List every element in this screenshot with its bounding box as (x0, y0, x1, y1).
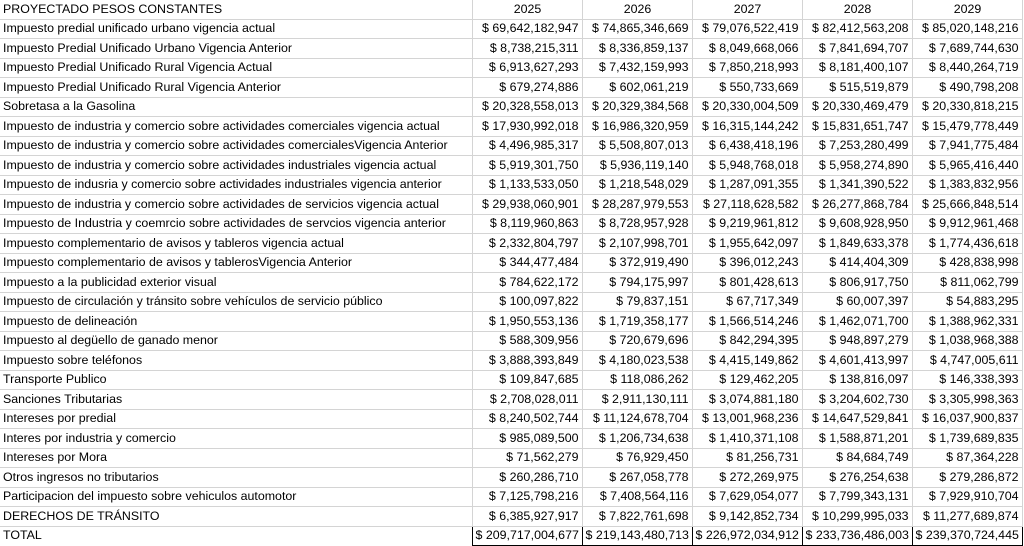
row-label-cell[interactable]: Impuesto complementario de avisos y tablerosVigencia Anterior (0, 253, 472, 273)
value-cell[interactable]: $ 10,299,995,033 (802, 507, 912, 527)
value-cell[interactable]: $ 4,415,149,862 (692, 351, 802, 371)
value-cell[interactable]: $ 2,107,998,701 (582, 234, 692, 254)
value-cell[interactable]: $ 7,253,280,499 (802, 136, 912, 156)
value-cell[interactable]: $ 7,432,159,993 (582, 58, 692, 78)
value-cell[interactable]: $ 5,965,416,440 (912, 156, 1022, 176)
table-row (0, 429, 1022, 449)
value-cell[interactable]: $ 79,076,522,419 (692, 19, 802, 39)
table-row (0, 58, 1022, 78)
value-cell[interactable]: $ 3,204,602,730 (802, 390, 912, 410)
value-cell[interactable]: $ 85,020,148,216 (912, 19, 1022, 39)
value-cell[interactable]: $ 550,733,669 (692, 78, 802, 98)
table-row (0, 136, 1022, 156)
table-row (0, 448, 1022, 468)
value-cell[interactable]: $ 7,689,744,630 (912, 39, 1022, 59)
value-cell[interactable]: $ 1,739,689,835 (912, 429, 1022, 449)
value-cell[interactable]: $ 67,717,349 (692, 292, 802, 312)
value-cell[interactable]: $ 60,007,397 (802, 292, 912, 312)
value-cell[interactable]: $ 20,330,004,509 (692, 97, 802, 117)
value-cell[interactable]: $ 15,831,651,747 (802, 117, 912, 137)
value-cell[interactable]: $ 9,219,961,812 (692, 214, 802, 234)
value-cell[interactable]: $ 8,738,215,311 (472, 39, 582, 59)
row-label-cell[interactable]: Impuesto de industria y comercio sobre actividades comerciales vigencia actual (0, 117, 472, 137)
value-cell[interactable]: $ 69,642,182,947 (472, 19, 582, 39)
value-cell[interactable]: $ 11,277,689,874 (912, 507, 1022, 527)
value-cell[interactable]: $ 7,850,218,993 (692, 58, 802, 78)
row-label-cell[interactable]: Intereses por Mora (0, 448, 472, 468)
value-cell[interactable]: $ 28,287,979,553 (582, 195, 692, 215)
year-header-cell[interactable]: 2025 (472, 0, 582, 19)
value-cell[interactable]: $ 2,708,028,011 (472, 390, 582, 410)
value-cell[interactable]: $ 7,629,054,077 (692, 487, 802, 507)
value-cell[interactable]: $ 7,408,564,116 (582, 487, 692, 507)
value-cell[interactable]: $ 1,950,553,136 (472, 312, 582, 332)
value-cell[interactable]: $ 7,125,798,216 (472, 487, 582, 507)
year-header-cell[interactable]: 2026 (582, 0, 692, 19)
value-cell[interactable]: $ 7,941,775,484 (912, 136, 1022, 156)
value-cell[interactable]: $ 20,330,469,479 (802, 97, 912, 117)
table-row (0, 234, 1022, 254)
value-cell[interactable]: $ 118,086,262 (582, 370, 692, 390)
row-label-cell[interactable]: Otros ingresos no tributarios (0, 468, 472, 488)
value-cell[interactable]: $ 27,118,628,582 (692, 195, 802, 215)
value-cell[interactable]: $ 1,038,968,388 (912, 331, 1022, 351)
value-cell[interactable]: $ 260,286,710 (472, 468, 582, 488)
row-label-cell[interactable]: Sanciones Tributarias (0, 390, 472, 410)
value-cell[interactable]: $ 3,305,998,363 (912, 390, 1022, 410)
value-cell[interactable]: $ 29,938,060,901 (472, 195, 582, 215)
value-cell[interactable]: $ 5,936,119,140 (582, 156, 692, 176)
table-row (0, 351, 1022, 371)
header-row (0, 0, 1022, 19)
row-label-cell[interactable]: Impuesto de circulación y tránsito sobre vehículos de servicio público (0, 292, 472, 312)
row-label-cell[interactable]: Impuesto predial unificado urbano vigencia actual (0, 19, 472, 39)
value-cell[interactable]: $ 1,588,871,201 (802, 429, 912, 449)
value-cell[interactable]: $ 74,865,346,669 (582, 19, 692, 39)
value-cell[interactable]: $ 7,799,343,131 (802, 487, 912, 507)
value-cell[interactable]: $ 4,601,413,997 (802, 351, 912, 371)
row-label-cell[interactable]: Impuesto de delineación (0, 312, 472, 332)
value-cell[interactable]: $ 16,986,320,959 (582, 117, 692, 137)
value-cell[interactable]: $ 219,143,480,713 (582, 526, 692, 546)
value-cell[interactable]: $ 8,336,859,137 (582, 39, 692, 59)
table-row (0, 390, 1022, 410)
value-cell[interactable]: $ 71,562,279 (472, 448, 582, 468)
row-label-cell[interactable]: Interes por industria y comercio (0, 429, 472, 449)
value-cell[interactable]: $ 7,822,761,698 (582, 507, 692, 527)
value-cell[interactable]: $ 372,919,490 (582, 253, 692, 273)
table-row (0, 175, 1022, 195)
row-label-cell[interactable]: Intereses por predial (0, 409, 472, 429)
value-cell[interactable]: $ 588,309,956 (472, 331, 582, 351)
value-cell[interactable]: $ 8,049,668,066 (692, 39, 802, 59)
row-label-cell[interactable]: Impuesto al degüello de ganado menor (0, 331, 472, 351)
row-label-cell[interactable]: Impuesto de industria y comercio sobre actividades comercialesVigencia Anterior (0, 136, 472, 156)
table-row (0, 214, 1022, 234)
value-cell[interactable]: $ 20,330,818,215 (912, 97, 1022, 117)
value-cell[interactable]: $ 396,012,243 (692, 253, 802, 273)
table-row (0, 312, 1022, 332)
value-cell[interactable]: $ 7,841,694,707 (802, 39, 912, 59)
value-cell[interactable]: $ 1,341,390,522 (802, 175, 912, 195)
value-cell[interactable]: $ 1,388,962,331 (912, 312, 1022, 332)
value-cell[interactable]: $ 11,124,678,704 (582, 409, 692, 429)
row-label-cell[interactable]: Impuesto de Industria y coemrcio sobre actividades de servcios vigencia anterior (0, 214, 472, 234)
table-row (0, 370, 1022, 390)
value-cell[interactable]: $ 5,958,274,890 (802, 156, 912, 176)
value-cell[interactable]: $ 344,477,484 (472, 253, 582, 273)
value-cell[interactable]: $ 272,269,975 (692, 468, 802, 488)
value-cell[interactable]: $ 4,496,985,317 (472, 136, 582, 156)
value-cell[interactable]: $ 233,736,486,003 (802, 526, 912, 546)
value-cell[interactable]: $ 146,338,393 (912, 370, 1022, 390)
value-cell[interactable]: $ 1,462,071,700 (802, 312, 912, 332)
year-header-cell[interactable]: 2029 (912, 0, 1022, 19)
year-header-cell[interactable]: 2027 (692, 0, 802, 19)
value-cell[interactable]: $ 806,917,750 (802, 273, 912, 293)
value-cell[interactable]: $ 276,254,638 (802, 468, 912, 488)
table-row (0, 117, 1022, 137)
value-cell[interactable]: $ 9,608,928,950 (802, 214, 912, 234)
value-cell[interactable]: $ 9,142,852,734 (692, 507, 802, 527)
value-cell[interactable]: $ 81,256,731 (692, 448, 802, 468)
value-cell[interactable]: $ 4,747,005,611 (912, 351, 1022, 371)
row-label-cell[interactable]: Impuesto Predial Unificado Rural Vigencia Anterior (0, 78, 472, 98)
value-cell[interactable]: $ 794,175,997 (582, 273, 692, 293)
value-cell[interactable]: $ 1,287,091,355 (692, 175, 802, 195)
value-cell[interactable]: $ 3,888,393,849 (472, 351, 582, 371)
value-cell[interactable]: $ 6,913,627,293 (472, 58, 582, 78)
value-cell[interactable]: $ 138,816,097 (802, 370, 912, 390)
value-cell[interactable]: $ 5,508,807,013 (582, 136, 692, 156)
value-cell[interactable]: $ 602,061,219 (582, 78, 692, 98)
table-row (0, 292, 1022, 312)
value-cell[interactable]: $ 720,679,696 (582, 331, 692, 351)
value-cell[interactable]: $ 8,181,400,107 (802, 58, 912, 78)
value-cell[interactable]: $ 20,329,384,568 (582, 97, 692, 117)
row-label-cell[interactable]: DERECHOS DE TRÁNSITO (0, 507, 472, 527)
value-cell[interactable]: $ 842,294,395 (692, 331, 802, 351)
value-cell[interactable]: $ 1,206,734,638 (582, 429, 692, 449)
value-cell[interactable]: $ 84,684,749 (802, 448, 912, 468)
row-label-cell[interactable]: Impuesto a la publicidad exterior visual (0, 273, 472, 293)
table-row (0, 468, 1022, 488)
value-cell[interactable]: $ 14,647,529,841 (802, 409, 912, 429)
value-cell[interactable]: $ 109,847,685 (472, 370, 582, 390)
value-cell[interactable]: $ 3,074,881,180 (692, 390, 802, 410)
value-cell[interactable]: $ 428,838,998 (912, 253, 1022, 273)
row-label-cell[interactable]: Transporte Publico (0, 370, 472, 390)
table-row (0, 156, 1022, 176)
value-cell[interactable]: $ 1,774,436,618 (912, 234, 1022, 254)
value-cell[interactable]: $ 2,911,130,111 (582, 390, 692, 410)
value-cell[interactable]: $ 2,332,804,797 (472, 234, 582, 254)
value-cell[interactable]: $ 1,955,642,097 (692, 234, 802, 254)
value-cell[interactable]: $ 20,328,558,013 (472, 97, 582, 117)
value-cell[interactable]: $ 26,277,868,784 (802, 195, 912, 215)
row-label-cell[interactable]: Participacion del impuesto sobre vehiculos automotor (0, 487, 472, 507)
value-cell[interactable]: $ 6,438,418,196 (692, 136, 802, 156)
value-cell[interactable]: $ 811,062,799 (912, 273, 1022, 293)
value-cell[interactable]: $ 1,849,633,378 (802, 234, 912, 254)
table-row (0, 97, 1022, 117)
table-row (0, 19, 1022, 39)
value-cell[interactable]: $ 15,479,778,449 (912, 117, 1022, 137)
value-cell[interactable]: $ 129,462,205 (692, 370, 802, 390)
value-cell[interactable]: $ 239,370,724,445 (912, 526, 1022, 546)
value-cell[interactable]: $ 1,383,832,956 (912, 175, 1022, 195)
value-cell[interactable]: $ 948,897,279 (802, 331, 912, 351)
row-label-cell[interactable]: Impuesto sobre teléfonos (0, 351, 472, 371)
value-cell[interactable]: $ 1,566,514,246 (692, 312, 802, 332)
value-cell[interactable]: $ 76,929,450 (582, 448, 692, 468)
value-cell[interactable]: $ 8,240,502,744 (472, 409, 582, 429)
value-cell[interactable]: $ 6,385,927,917 (472, 507, 582, 527)
value-cell[interactable]: $ 17,930,992,018 (472, 117, 582, 137)
value-cell[interactable]: $ 414,404,309 (802, 253, 912, 273)
value-cell[interactable]: $ 8,440,264,719 (912, 58, 1022, 78)
value-cell[interactable]: $ 9,912,961,468 (912, 214, 1022, 234)
value-cell[interactable]: $ 784,622,172 (472, 273, 582, 293)
table-row (0, 273, 1022, 293)
value-cell[interactable]: $ 1,133,533,050 (472, 175, 582, 195)
table-row (0, 507, 1022, 527)
value-cell[interactable]: $ 100,097,822 (472, 292, 582, 312)
value-cell[interactable]: $ 16,037,900,837 (912, 409, 1022, 429)
value-cell[interactable]: $ 16,315,144,242 (692, 117, 802, 137)
row-label-cell[interactable]: Impuesto de industria y comercio sobre actividades industriales vigencia actual (0, 156, 472, 176)
value-cell[interactable]: $ 25,666,848,514 (912, 195, 1022, 215)
row-label-cell[interactable]: Impuesto de indusria y comercio sobre actividades industriales vigencia anterior (0, 175, 472, 195)
value-cell[interactable]: $ 5,919,301,750 (472, 156, 582, 176)
year-header-cell[interactable]: 2028 (802, 0, 912, 19)
value-cell[interactable]: $ 801,428,613 (692, 273, 802, 293)
value-cell[interactable]: $ 209,717,004,677 (472, 526, 582, 546)
total-row (0, 526, 1022, 546)
table-row (0, 39, 1022, 59)
value-cell[interactable]: $ 13,001,968,236 (692, 409, 802, 429)
table-row (0, 253, 1022, 273)
value-cell[interactable]: $ 985,089,500 (472, 429, 582, 449)
table-row (0, 195, 1022, 215)
table-row (0, 409, 1022, 429)
table-row (0, 78, 1022, 98)
row-label-cell[interactable]: Sobretasa a la Gasolina (0, 97, 472, 117)
value-cell[interactable]: $ 1,218,548,029 (582, 175, 692, 195)
value-cell[interactable]: $ 54,883,295 (912, 292, 1022, 312)
value-cell[interactable]: $ 8,728,957,928 (582, 214, 692, 234)
value-cell[interactable]: $ 79,837,151 (582, 292, 692, 312)
row-label-cell[interactable]: TOTAL (0, 526, 472, 546)
value-cell[interactable]: $ 490,798,208 (912, 78, 1022, 98)
value-cell[interactable]: $ 1,719,358,177 (582, 312, 692, 332)
value-cell[interactable]: $ 82,412,563,208 (802, 19, 912, 39)
header-label-cell[interactable]: PROYECTADO PESOS CONSTANTES (0, 0, 472, 19)
value-cell[interactable]: $ 226,972,034,912 (692, 526, 802, 546)
value-cell[interactable]: $ 515,519,879 (802, 78, 912, 98)
value-cell[interactable]: $ 87,364,228 (912, 448, 1022, 468)
value-cell[interactable]: $ 1,410,371,108 (692, 429, 802, 449)
table-row (0, 331, 1022, 351)
row-label-cell[interactable]: Impuesto complementario de avisos y tableros vigencia actual (0, 234, 472, 254)
value-cell[interactable]: $ 279,286,872 (912, 468, 1022, 488)
table-row (0, 487, 1022, 507)
row-label-cell[interactable]: Impuesto Predial Unificado Rural Vigencia Actual (0, 58, 472, 78)
value-cell[interactable]: $ 267,058,778 (582, 468, 692, 488)
value-cell[interactable]: $ 7,929,910,704 (912, 487, 1022, 507)
value-cell[interactable]: $ 4,180,023,538 (582, 351, 692, 371)
row-label-cell[interactable]: Impuesto de industria y comercio sobre actividades de servicios vigencia actual (0, 195, 472, 215)
value-cell[interactable]: $ 5,948,768,018 (692, 156, 802, 176)
value-cell[interactable]: $ 679,274,886 (472, 78, 582, 98)
value-cell[interactable]: $ 8,119,960,863 (472, 214, 582, 234)
row-label-cell[interactable]: Impuesto Predial Unificado Urbano Vigencia Anterior (0, 39, 472, 59)
